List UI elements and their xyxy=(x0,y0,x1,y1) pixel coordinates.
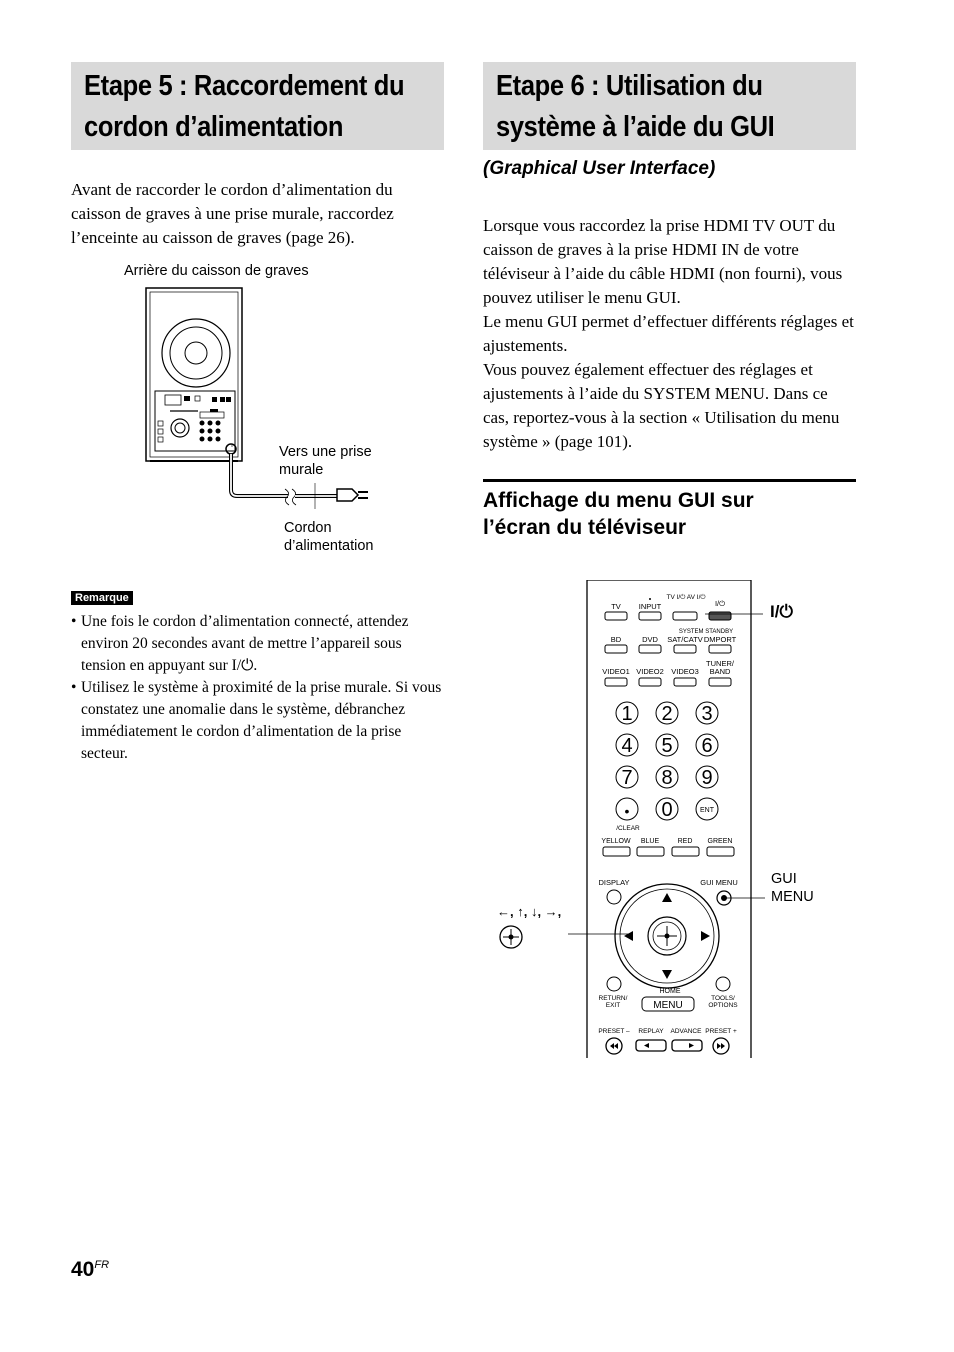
figure-label-cord xyxy=(284,519,373,555)
step6-title xyxy=(496,66,774,148)
remote-digit-5: 5 xyxy=(661,735,673,757)
page-number-value: 40 xyxy=(71,1258,95,1281)
remote-lbl-advance: ADVANCE xyxy=(670,1028,702,1035)
remote-btn-yellow-label: YELLOW xyxy=(601,838,631,845)
section-title xyxy=(483,487,754,541)
step6-para1: Lorsque vous raccordez la prise HDMI TV OUT du caisson de graves à la prise HDMI IN de votre téléviseur à l’aide du câble HDMI (non fourni), vous pouvez utiliser le menu GUI. xyxy=(483,216,843,307)
note-bullet-1-text: Une fois le cordon d’alimentation connecté, attendez environ 20 secondes avant de mettre l’appareil sous tension en appuyant sur I/⏻. xyxy=(81,613,409,674)
remote-digit-2: 2 xyxy=(661,703,673,725)
remote-btn-power-label: I/⏻ xyxy=(714,599,726,608)
bullet-dot: • xyxy=(71,679,77,696)
note-bullet-1 xyxy=(71,611,443,677)
remote-digit-1: 1 xyxy=(621,703,633,725)
step6-heading xyxy=(483,62,856,150)
step5-title-line1: Etape 5 : Raccordement du xyxy=(84,70,405,102)
note-badge-wrap xyxy=(71,588,133,606)
step6-title-line2: système à l’aide du GUI xyxy=(496,111,775,143)
figure-label-outlet-line1: Vers une prise xyxy=(279,444,372,460)
remote-lbl-preset-minus: PRESET – xyxy=(598,1028,630,1035)
remote-btn-input-label: INPUT xyxy=(638,602,662,611)
remote-lbl-band: BAND xyxy=(709,667,731,676)
remote-btn-blue-label: BLUE xyxy=(640,838,660,845)
remote-btn-video2-label: VIDEO2 xyxy=(636,667,664,676)
figure-label-outlet xyxy=(279,443,372,479)
figure-label-rear: Arrière du caisson de graves xyxy=(124,263,309,279)
step5-intro: Avant de raccorder le cordon d’alimentation du caisson de graves à une prise murale, raccordez l’enceinte au caisson de graves (page 26). xyxy=(71,180,394,247)
remote-digit-3: 3 xyxy=(701,703,713,725)
note-badge: Remarque xyxy=(71,591,133,605)
remote-lbl-replay: REPLAY xyxy=(638,1028,664,1035)
remote-btn-dmport-label: DMPORT xyxy=(703,635,737,644)
remote-callout-arrows: ←, ↑, ↓, →, xyxy=(497,904,562,919)
section-rule xyxy=(483,479,856,482)
remote-lbl-tools: TOOLS/ xyxy=(711,995,735,1002)
remote-btn-satcatv-label: SAT/CATV xyxy=(667,635,703,644)
step6-title-line1: Etape 6 : Utilisation du xyxy=(496,70,763,102)
remote-lbl-display: DISPLAY xyxy=(598,878,630,887)
remote-callout-gui-menu xyxy=(771,870,814,906)
note-bullet-2 xyxy=(71,677,443,765)
step5-title xyxy=(84,66,404,148)
remote-digit-9: 9 xyxy=(701,767,713,789)
remote-digit-8: 8 xyxy=(661,767,673,789)
remote-lbl-system-standby: SYSTEM STANDBY xyxy=(678,629,734,635)
remote-digit-4: 4 xyxy=(621,735,633,757)
step5-title-line2: cordon d’alimentation xyxy=(84,111,344,143)
figure-label-cord-line1: Cordon xyxy=(284,520,332,536)
remote-lbl-return: RETURN/ xyxy=(598,995,628,1002)
remote-callout-gui-line2: MENU xyxy=(771,889,814,905)
remote-digit-7: 7 xyxy=(621,767,633,789)
remote-callout-lines xyxy=(560,600,770,940)
remote-btn-menu-label: MENU xyxy=(653,1000,683,1011)
remote-digit-6: 6 xyxy=(701,735,713,757)
step6-subtitle: (Graphical User Interface) xyxy=(483,158,716,179)
remote-btn-tvav-label: TV I/⏻ AV I/⏻ xyxy=(666,594,706,601)
remote-digit-ent: ENT xyxy=(700,807,714,814)
section-title-line1: Affichage du menu GUI sur xyxy=(483,489,754,512)
figure-label-cord-line2: d’alimentation xyxy=(284,538,374,554)
step6-para2: Le menu GUI permet d’effectuer différents réglages et ajustements. xyxy=(483,312,854,355)
step6-body xyxy=(483,214,856,454)
remote-btn-dvd-label: DVD xyxy=(642,635,658,644)
remote-btn-video3-label: VIDEO3 xyxy=(671,667,699,676)
figure-label-outlet-line2: murale xyxy=(279,462,324,478)
remote-lbl-home: HOME xyxy=(659,988,681,995)
step5-heading xyxy=(71,62,444,150)
remote-callout-power: I/⏻ xyxy=(770,602,793,621)
remote-digit-0: 0 xyxy=(661,799,673,821)
remote-callout-gui-line1: GUI xyxy=(771,871,797,887)
step6-para3: Vous pouvez également effectuer des réglages et ajustements à l’aide du SYSTEM MENU. Dans ce cas, reportez-vous à la section « Utilisation du menu système » (page 101). xyxy=(483,360,840,451)
bullet-dot: • xyxy=(71,613,77,630)
note-bullet-2-text: Utilisez le système à proximité de la prise murale. Si vous constatez une anomalie dans le système, débranchez immédiatement le cordon d’alimentation de la prise secteur. xyxy=(81,679,442,762)
page-number-suffix: FR xyxy=(94,1259,110,1271)
remote-btn-red-label: RED xyxy=(677,838,693,845)
remote-lbl-options: OPTIONS xyxy=(708,1002,738,1009)
remote-btn-green-label: GREEN xyxy=(707,838,733,845)
remote-lbl-gui-menu: GUI MENU xyxy=(700,878,738,887)
remote-btn-bd-label: BD xyxy=(610,635,622,644)
remote-btn-tv-label: TV xyxy=(611,602,621,611)
enter-icon xyxy=(498,924,524,950)
remote-lbl-exit: EXIT xyxy=(605,1002,621,1009)
remote-btn-video1-label: VIDEO1 xyxy=(602,667,630,676)
remote-lbl-preset-plus: PRESET + xyxy=(705,1028,737,1035)
remote-lbl-clear: /CLEAR xyxy=(616,825,640,832)
remote-lbl-tuner: TUNER/ xyxy=(706,659,734,668)
page-number xyxy=(71,1258,109,1282)
remote-digit-dot: • xyxy=(624,803,630,819)
section-title-line2: l’écran du téléviseur xyxy=(483,516,687,539)
